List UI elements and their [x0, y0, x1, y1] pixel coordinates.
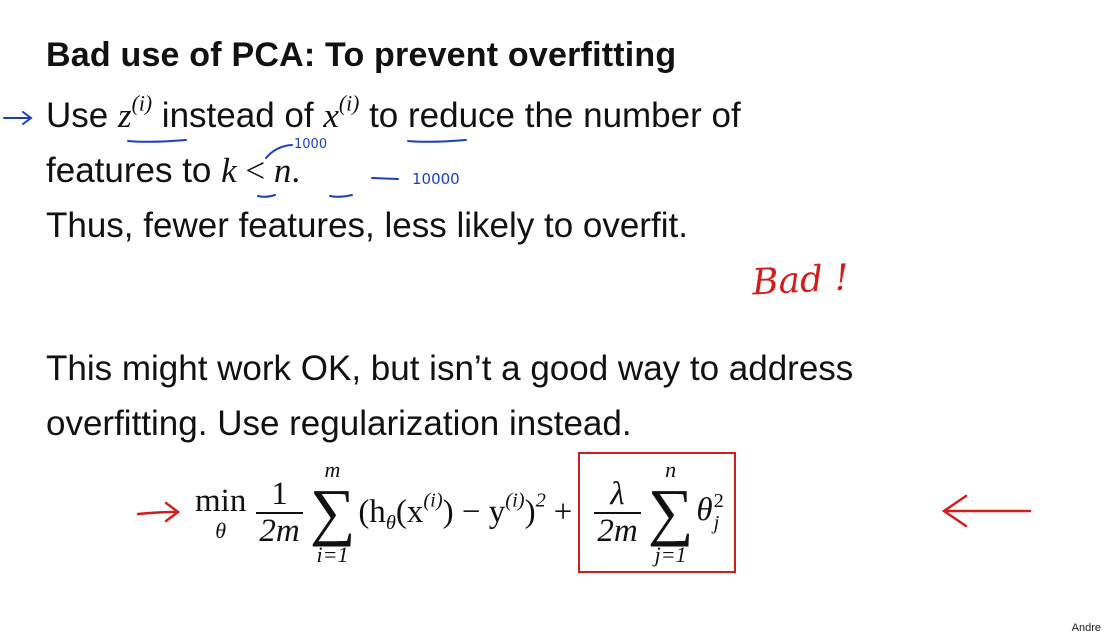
line1-suffix: to reduce the number of: [359, 96, 741, 135]
summation-j: n ∑ j=1: [647, 457, 694, 567]
dash-to-10000-icon: [372, 178, 398, 179]
note-10000: 10000: [412, 170, 460, 188]
line1-prefix: Use: [46, 96, 118, 135]
line2-dot: .: [291, 151, 301, 190]
red-left-arrow-icon: [138, 503, 178, 521]
summation-i: m ∑ i=1: [309, 457, 356, 567]
arc-k-to-1000-icon: [266, 145, 292, 158]
red-right-arrow-icon: [944, 496, 1030, 526]
underline-k-icon: [258, 195, 275, 197]
plus-sign: +: [553, 494, 573, 531]
less-than: <: [236, 151, 274, 190]
note-bad: Bad !: [751, 257, 850, 304]
bullet-line-3: Thus, fewer features, less likely to overfit.: [46, 206, 688, 245]
advice-line-1: This might work OK, but isn’t a good way to address: [46, 349, 854, 388]
z-symbol: $z^{(i)}$: [117, 91, 153, 135]
line2-prefix: features to: [46, 151, 222, 190]
line1-mid: instead of: [152, 96, 324, 135]
slide-title: Bad use of PCA: To prevent overfitting: [46, 36, 677, 74]
underline-x-icon: [408, 140, 466, 142]
presenter-name-corner: Andre: [1071, 622, 1101, 634]
blue-bullet-arrow-icon: [4, 112, 31, 124]
advice-line-2: overfitting. Use regularization instead.: [46, 404, 632, 443]
underline-z-icon: [128, 140, 186, 142]
n-symbol: n: [273, 151, 292, 190]
min-operator: min θ: [195, 483, 247, 544]
underline-n-icon: [330, 195, 352, 197]
squared-error-term: $(h_\theta(x^{(i)}) - y^{(i)})^2$: [358, 489, 546, 535]
theta-squared: θ 2 j: [696, 490, 724, 534]
x-symbol: $x^{(i)}$: [323, 91, 360, 135]
fraction-lambda-over-2m: $\frac{\lambda}{2m}$: [594, 477, 640, 548]
note-1000: 1000: [294, 137, 328, 152]
k-symbol: k: [221, 151, 237, 190]
fraction-1-over-2m: $\frac{1}{2m}$: [256, 477, 302, 548]
